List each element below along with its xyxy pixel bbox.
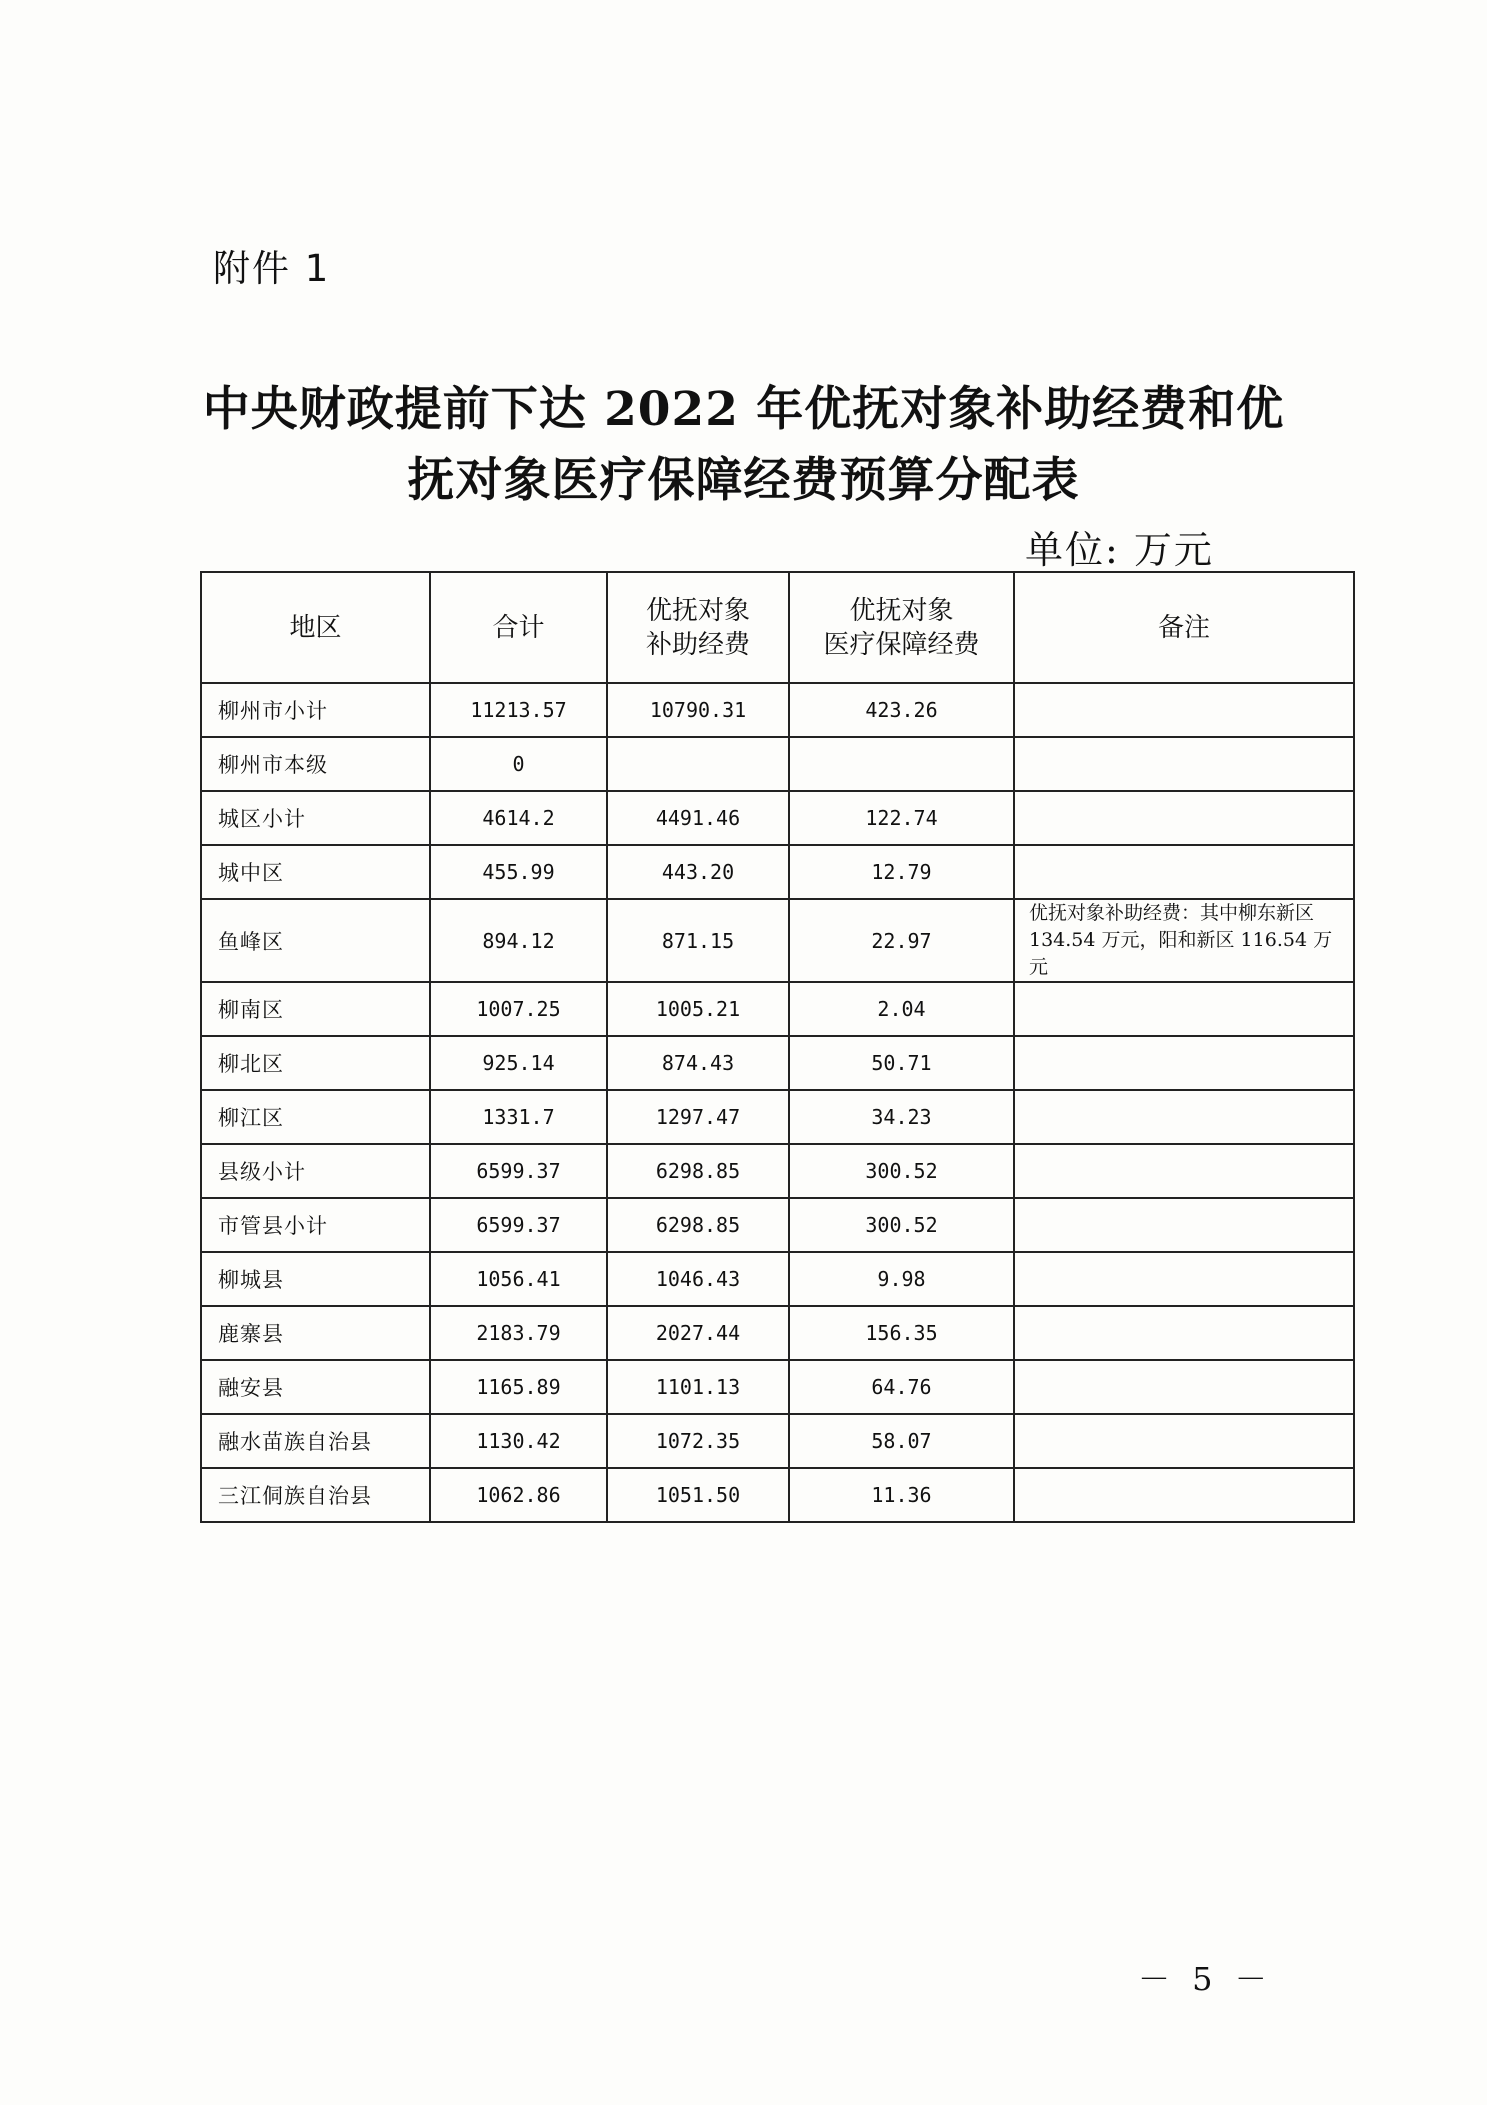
table-row <box>201 1306 1354 1360</box>
total-cell: 6599.37 <box>430 1198 607 1252</box>
subsidy-cell: 1046.43 <box>607 1252 789 1306</box>
header-total: 合计 <box>430 572 607 683</box>
medical-cell: 22.97 <box>789 899 1014 982</box>
subsidy-cell: 6298.85 <box>607 1198 789 1252</box>
table-row <box>201 899 1354 982</box>
page-number: － 5 － <box>1138 1960 1273 1998</box>
region-cell: 市管县小计 <box>201 1198 430 1252</box>
medical-cell: 300.52 <box>789 1144 1014 1198</box>
subsidy-cell: 1101.13 <box>607 1360 789 1414</box>
note-cell <box>1014 791 1354 845</box>
region-cell: 柳南区 <box>201 982 430 1036</box>
table-row <box>201 982 1354 1036</box>
note-cell <box>1014 982 1354 1036</box>
table-row <box>201 1144 1354 1198</box>
medical-cell <box>789 737 1014 791</box>
medical-cell: 300.52 <box>789 1198 1014 1252</box>
subsidy-cell: 871.15 <box>607 899 789 982</box>
table-header-row <box>201 572 1354 683</box>
total-cell: 4614.2 <box>430 791 607 845</box>
header-medical-line2: 医疗保障经费 <box>823 629 980 660</box>
subsidy-cell: 2027.44 <box>607 1306 789 1360</box>
total-cell: 925.14 <box>430 1036 607 1090</box>
header-medical <box>789 572 1014 683</box>
subsidy-cell: 874.43 <box>607 1036 789 1090</box>
note-cell <box>1014 1144 1354 1198</box>
region-cell: 城区小计 <box>201 791 430 845</box>
table-row <box>201 737 1354 791</box>
note-cell <box>1014 1090 1354 1144</box>
medical-cell: 11.36 <box>789 1468 1014 1522</box>
total-cell: 1056.41 <box>430 1252 607 1306</box>
table-row <box>201 1090 1354 1144</box>
table-row <box>201 1252 1354 1306</box>
region-cell: 城中区 <box>201 845 430 899</box>
subsidy-cell: 1297.47 <box>607 1090 789 1144</box>
medical-cell: 64.76 <box>789 1360 1014 1414</box>
region-cell: 柳江区 <box>201 1090 430 1144</box>
note-cell <box>1014 1306 1354 1360</box>
note-cell <box>1014 1468 1354 1522</box>
note-cell <box>1014 1414 1354 1468</box>
region-cell: 县级小计 <box>201 1144 430 1198</box>
attachment-label: 附件 1 <box>213 247 331 290</box>
note-cell <box>1014 683 1354 737</box>
region-cell: 柳州市小计 <box>201 683 430 737</box>
table-row <box>201 1198 1354 1252</box>
subsidy-cell: 1072.35 <box>607 1414 789 1468</box>
total-cell: 1007.25 <box>430 982 607 1036</box>
header-medical-line1: 优抚对象 <box>849 595 954 626</box>
subsidy-cell: 6298.85 <box>607 1144 789 1198</box>
medical-cell: 50.71 <box>789 1036 1014 1090</box>
total-cell: 2183.79 <box>430 1306 607 1360</box>
total-cell: 1165.89 <box>430 1360 607 1414</box>
table-row <box>201 1414 1354 1468</box>
note-cell <box>1014 1036 1354 1090</box>
subsidy-cell: 10790.31 <box>607 683 789 737</box>
region-cell: 柳城县 <box>201 1252 430 1306</box>
subsidy-cell <box>607 737 789 791</box>
note-cell: 优抚对象补助经费：其中柳东新区 134.54 万元，阳和新区 116.54 万元 <box>1014 899 1354 982</box>
medical-cell: 34.23 <box>789 1090 1014 1144</box>
table-row <box>201 1036 1354 1090</box>
budget-allocation-table <box>200 571 1355 1523</box>
document-title-line2: 抚对象医疗保障经费预算分配表 <box>407 453 1080 508</box>
total-cell: 6599.37 <box>430 1144 607 1198</box>
note-cell <box>1014 845 1354 899</box>
medical-cell: 2.04 <box>789 982 1014 1036</box>
note-cell <box>1014 1198 1354 1252</box>
table-row <box>201 1360 1354 1414</box>
medical-cell: 122.74 <box>789 791 1014 845</box>
medical-cell: 156.35 <box>789 1306 1014 1360</box>
total-cell: 894.12 <box>430 899 607 982</box>
total-cell: 11213.57 <box>430 683 607 737</box>
total-cell: 1331.7 <box>430 1090 607 1144</box>
region-cell: 融水苗族自治县 <box>201 1414 430 1468</box>
region-cell: 柳北区 <box>201 1036 430 1090</box>
subsidy-cell: 4491.46 <box>607 791 789 845</box>
header-region: 地区 <box>201 572 430 683</box>
note-cell <box>1014 1252 1354 1306</box>
total-cell: 455.99 <box>430 845 607 899</box>
total-cell: 1062.86 <box>430 1468 607 1522</box>
subsidy-cell: 1005.21 <box>607 982 789 1036</box>
region-cell: 鱼峰区 <box>201 899 430 982</box>
region-cell: 三江侗族自治县 <box>201 1468 430 1522</box>
table-row <box>201 845 1354 899</box>
table-row <box>201 791 1354 845</box>
header-subsidy <box>607 572 789 683</box>
table-row <box>201 1468 1354 1522</box>
region-cell: 融安县 <box>201 1360 430 1414</box>
document-title-line1: 中央财政提前下达 2022 年优抚对象补助经费和优 <box>202 382 1285 437</box>
total-cell: 0 <box>430 737 607 791</box>
subsidy-cell: 1051.50 <box>607 1468 789 1522</box>
region-cell: 鹿寨县 <box>201 1306 430 1360</box>
table-row <box>201 683 1354 737</box>
note-cell <box>1014 737 1354 791</box>
total-cell: 1130.42 <box>430 1414 607 1468</box>
medical-cell: 58.07 <box>789 1414 1014 1468</box>
header-subsidy-line2: 补助经费 <box>645 629 750 660</box>
region-cell: 柳州市本级 <box>201 737 430 791</box>
subsidy-cell: 443.20 <box>607 845 789 899</box>
medical-cell: 9.98 <box>789 1252 1014 1306</box>
header-note: 备注 <box>1014 572 1354 683</box>
medical-cell: 12.79 <box>789 845 1014 899</box>
note-cell <box>1014 1360 1354 1414</box>
medical-cell: 423.26 <box>789 683 1014 737</box>
unit-label: 单位: 万元 <box>1025 528 1214 572</box>
header-subsidy-line1: 优抚对象 <box>645 595 750 626</box>
